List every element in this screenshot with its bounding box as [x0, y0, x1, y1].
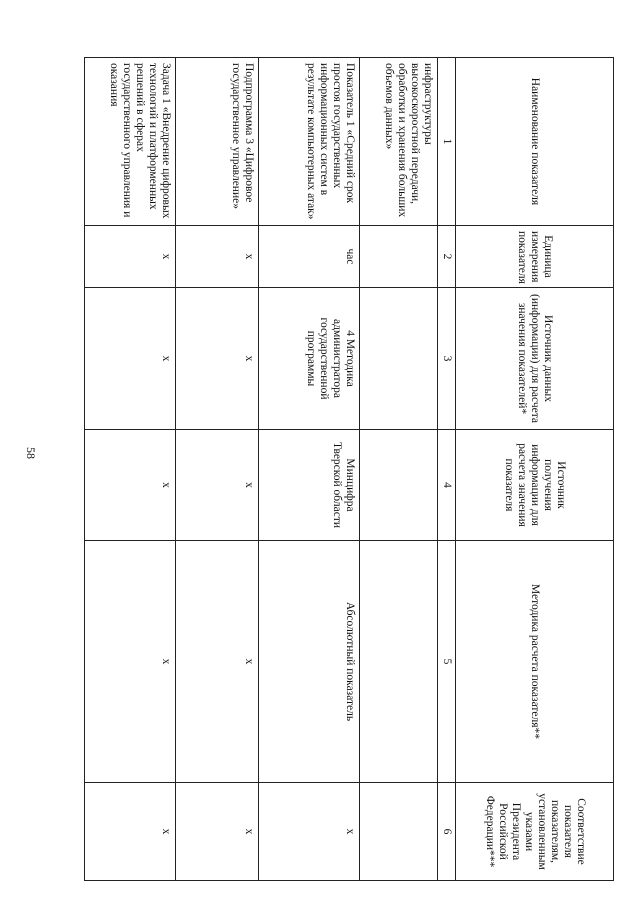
header-cell: Соответствие показателя показателям, установленным указами Президента Российской Федерации*** [456, 783, 614, 881]
table-row [85, 58, 176, 881]
data-source-cell [360, 288, 437, 430]
decree-cell: х [259, 783, 360, 881]
table-row [259, 58, 360, 881]
column-number: 3 [437, 288, 456, 430]
data-source-cell: 4 Методика администратора государственной программы [259, 288, 360, 430]
info-source-cell: Минцифра Тверской области [259, 430, 360, 541]
table-header-row [456, 58, 614, 881]
header-cell: Методика расчета показателя** [456, 541, 614, 783]
info-source-cell: х [176, 430, 259, 541]
page-number: 58 [24, 447, 38, 459]
method-cell: Абсолютный показатель [259, 541, 360, 783]
decree-cell: х [85, 783, 176, 881]
method-cell: х [176, 541, 259, 783]
rotated-table-wrapper [84, 57, 614, 880]
header-cell: Наименование показателя [456, 58, 614, 226]
column-number: 5 [437, 541, 456, 783]
header-cell: Источник получения информации для расчета значения показателя [456, 430, 614, 541]
info-source-cell [360, 430, 437, 541]
column-number: 2 [437, 226, 456, 288]
header-cell: Единица измерения показателя [456, 226, 614, 288]
method-cell: х [85, 541, 176, 783]
data-source-cell: х [85, 288, 176, 430]
unit-cell: х [85, 226, 176, 288]
header-cell: Источник данных (информации) для расчета значения показателей* [456, 288, 614, 430]
table-row [176, 58, 259, 881]
unit-cell: х [176, 226, 259, 288]
data-source-cell: х [176, 288, 259, 430]
indicator-name-cell: Задача 1 «Внедрение цифровых технологий и платформенных решений в сферах государственного управления и оказания [85, 58, 176, 226]
decree-cell: х [176, 783, 259, 881]
unit-cell [360, 226, 437, 288]
column-number: 1 [437, 58, 456, 226]
column-number: 6 [437, 783, 456, 881]
column-number-row [437, 58, 456, 881]
indicator-name-cell: Подпрограмма 3 «Цифровое государственное управление» [176, 58, 259, 226]
indicator-name-cell: инфраструктуры высокоскоростной передачи, обработки и хранения больших объемов данных» [360, 58, 437, 226]
decree-cell [360, 783, 437, 881]
unit-cell: час [259, 226, 360, 288]
column-number: 4 [437, 430, 456, 541]
method-cell [360, 541, 437, 783]
indicators-table [84, 57, 614, 881]
indicator-name-cell: Показатель 1 «Средний срок простоя государственных информационных систем в результате компьютерных атак» [259, 58, 360, 226]
table-row [360, 58, 437, 881]
info-source-cell: х [85, 430, 176, 541]
